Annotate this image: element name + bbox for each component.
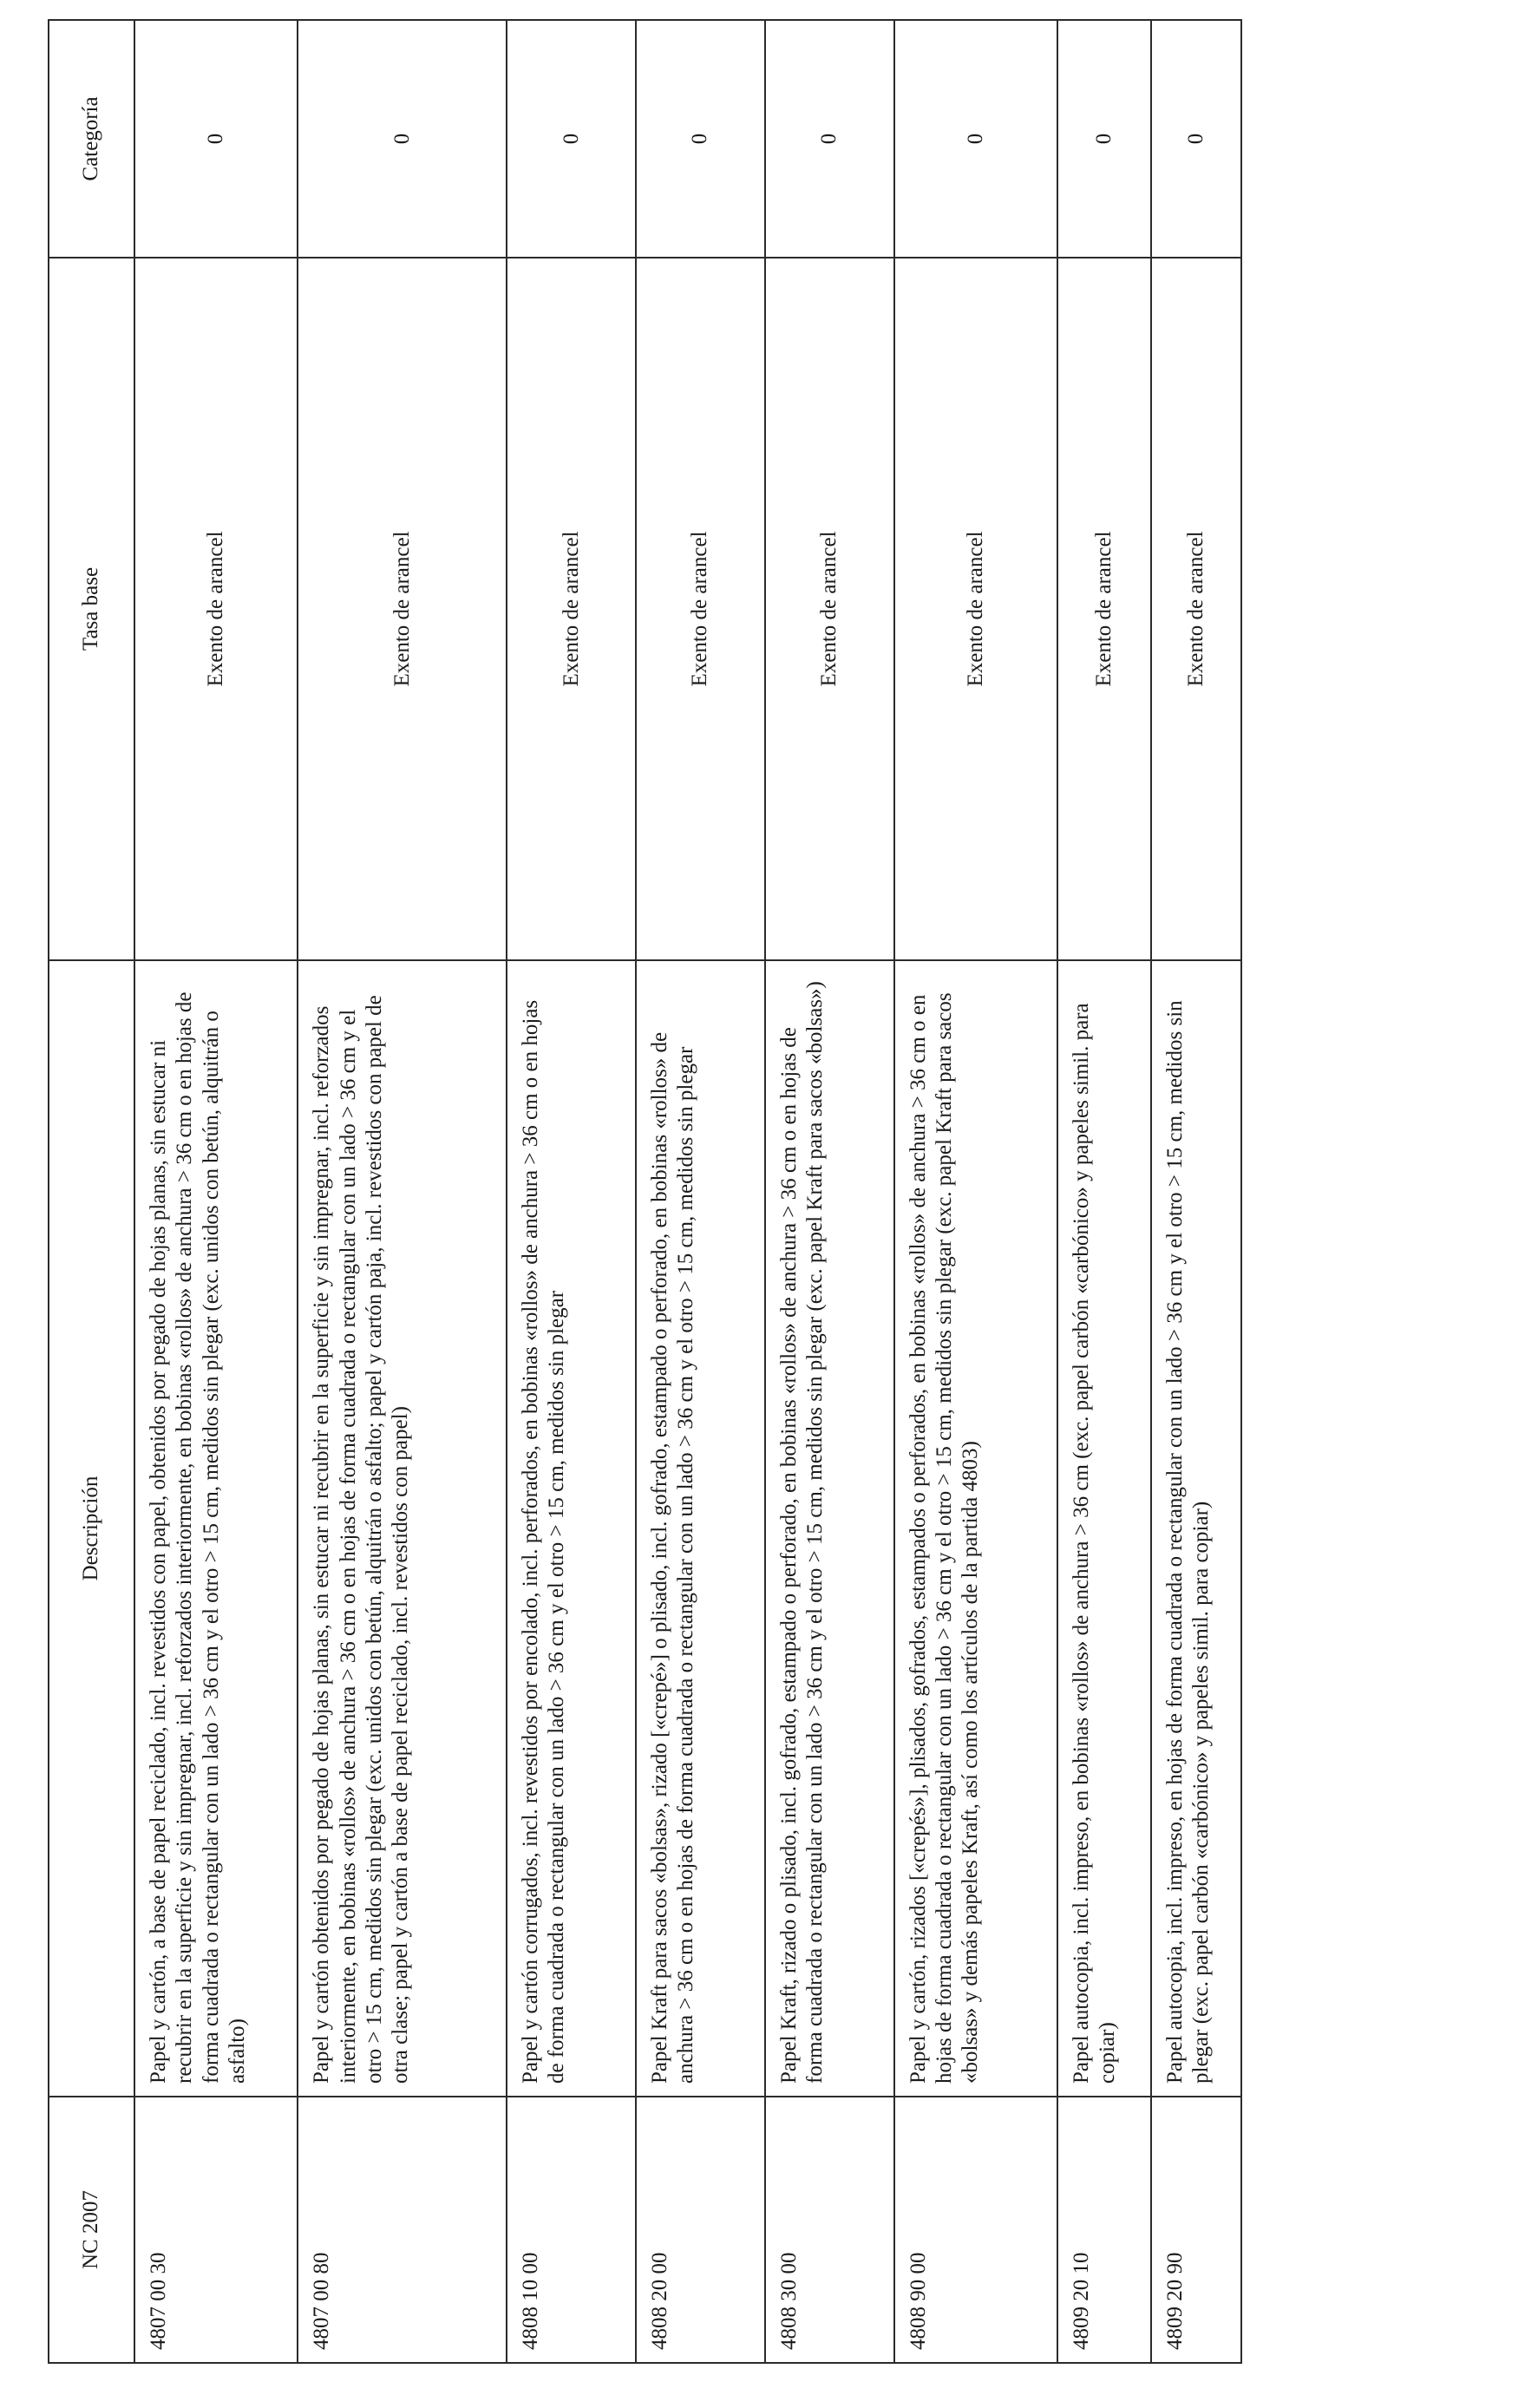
row-code: 4809 20 10	[1057, 2097, 1151, 2363]
row-category: 0	[298, 20, 507, 258]
row-code: 4809 20 90	[1151, 2097, 1241, 2363]
table-row	[894, 20, 1057, 2363]
row-category: 0	[507, 20, 636, 258]
row-category: 0	[134, 20, 298, 258]
row-description: Papel y cartón obtenidos por pegado de hojas planas, sin estucar ni recubrir en la superficie y sin impregnar, incl. reforzados interiormente, en bobinas «rollos» de anchura > 36 cm o en hojas de forma cuadrada o rectangular con un lado > 36 cm y el otro > 15 cm, medidos sin plegar (exc. unidos con betún, alquitrán o asfalto; papel y cartón paja, incl. revestidos con papel de otra clase; papel y cartón a base de papel reciclado, incl. revestidos con papel)	[298, 960, 507, 2097]
row-rate: Exento de arancel	[507, 258, 636, 960]
header-category: Categoría	[49, 20, 134, 258]
row-description: Papel y cartón corrugados, incl. revestidos por encolado, incl. perforados, en bobinas «rollos» de anchura > 36 cm o en hojas de forma cuadrada o rectangular con un lado > 36 cm y el otro > 15 cm, medidos sin plegar	[507, 960, 636, 2097]
row-code: 4808 30 00	[765, 2097, 894, 2363]
header-rate: Tasa base	[49, 258, 134, 960]
row-rate: Exento de arancel	[1057, 258, 1151, 960]
row-description: Papel autocopia, incl. impreso, en bobinas «rollos» de anchura > 36 cm (exc. papel carbón «carbónico» y papeles simil. para copiar)	[1057, 960, 1151, 2097]
row-category: 0	[894, 20, 1057, 258]
table-row	[134, 20, 298, 2363]
row-rate: Exento de arancel	[1151, 258, 1241, 960]
row-rate: Exento de arancel	[894, 258, 1057, 960]
header-row	[49, 20, 134, 2363]
row-category: 0	[636, 20, 765, 258]
row-description: Papel Kraft para sacos «bolsas», rizado [«crepé»] o plisado, incl. gofrado, estampado o perforado, en bobinas «rollos» de anchura > 36 cm o en hojas de forma cuadrada o rectangular con un lado > 36 cm y el otro > 15 cm, medidos sin plegar	[636, 960, 765, 2097]
table-row	[1151, 20, 1241, 2363]
table-row	[1057, 20, 1151, 2363]
row-description: Papel autocopia, incl. impreso, en hojas de forma cuadrada o rectangular con un lado > 36 cm y el otro > 15 cm, medidos sin plegar (exc. papel carbón «carbónico» y papeles simil. para copiar)	[1151, 960, 1241, 2097]
row-description: Papel y cartón, rizados [«crepés»], plisados, gofrados, estampados o perforados, en bobinas «rollos» de anchura > 36 cm o en hojas de forma cuadrada o rectangular con un lado > 36 cm y el otro > 15 cm, medidos sin plegar (exc. papel Kraft para sacos «bolsas» y demás papeles Kraft, así como los artículos de la partida 4803)	[894, 960, 1057, 2097]
row-description: Papel y cartón, a base de papel reciclado, incl. revestidos con papel, obtenidos por pegado de hojas planas, sin estucar ni recubrir en la superficie y sin impregnar, incl. reforzados interiormente, en bobinas «rollos» de anchura > 36 cm o en hojas de forma cuadrada o rectangular con un lado > 36 cm y el otro > 15 cm, medidos sin plegar (exc. unidos con betún, alquitrán o asfalto)	[134, 960, 298, 2097]
row-code: 4808 20 00	[636, 2097, 765, 2363]
row-code: 4807 00 80	[298, 2097, 507, 2363]
row-code: 4807 00 30	[134, 2097, 298, 2363]
row-category: 0	[1151, 20, 1241, 258]
table-row	[507, 20, 636, 2363]
header-code: NC 2007	[49, 2097, 134, 2363]
row-description: Papel Kraft, rizado o plisado, incl. gofrado, estampado o perforado, en bobinas «rollos» de anchura > 36 cm o en hojas de forma cuadrada o rectangular con un lado > 36 cm y el otro > 15 cm, medidos sin plegar (exc. papel Kraft para sacos «bolsas»)	[765, 960, 894, 2097]
row-rate: Exento de arancel	[298, 258, 507, 960]
row-category: 0	[1057, 20, 1151, 258]
tariff-page	[48, 21, 1242, 2364]
row-category: 0	[765, 20, 894, 258]
row-code: 4808 90 00	[894, 2097, 1057, 2363]
row-rate: Exento de arancel	[134, 258, 298, 960]
row-rate: Exento de arancel	[636, 258, 765, 960]
tariff-table	[48, 19, 1242, 2364]
table-row	[298, 20, 507, 2363]
header-description: Descripción	[49, 960, 134, 2097]
row-code: 4808 10 00	[507, 2097, 636, 2363]
table-row	[765, 20, 894, 2363]
table-row	[636, 20, 765, 2363]
row-rate: Exento de arancel	[765, 258, 894, 960]
